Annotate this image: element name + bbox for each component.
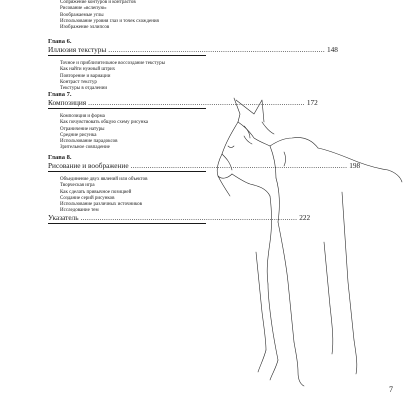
chapter-7-entry[interactable] — [48, 98, 318, 109]
subsection-item: Точное и приблизительное воссоздание текстуры — [60, 61, 165, 66]
subsection-item: Контраст текстур — [60, 79, 97, 85]
index-block — [48, 213, 311, 229]
index-page-number: 222 — [299, 213, 311, 222]
chapter-number: Глава 8. — [48, 154, 72, 161]
dot-leader: ...................................................................................................... — [88, 98, 305, 107]
chapter-page-number: 148 — [326, 45, 338, 54]
subsection-item: Средние рисунка — [60, 132, 97, 138]
subsection-item: Изображение эллипсов — [60, 25, 110, 31]
chapter-title: Композиция — [48, 98, 87, 107]
subsection-item: Создание серий рисунков — [60, 195, 115, 201]
dot-leader: ...................................................................................................... — [80, 213, 298, 222]
index-entry[interactable] — [48, 213, 311, 224]
subsection-item: Композиция и форма — [60, 114, 105, 119]
subsection-item: Повторение и вариации — [60, 73, 111, 79]
chapter-number: Глава 7. — [48, 91, 72, 98]
subsection-item: Как почувствовать общую схему рисунка — [60, 120, 149, 126]
subsection-item: Воображаемые углы — [60, 12, 104, 18]
chapter-8-subsection-list — [48, 177, 206, 215]
page-number: 7 — [389, 385, 393, 394]
subsection-item: Текстуры в отдалении — [60, 86, 108, 92]
chapter-page-number: 172 — [306, 98, 318, 107]
chapter-number: Глава 6. — [48, 38, 72, 45]
table-of-contents — [48, 0, 361, 222]
dot-leader: ...................................................................................................... — [130, 161, 348, 170]
dog-sketch-illustration — [214, 92, 404, 392]
chapter-8-block — [48, 154, 361, 215]
subsection-item: Использование парадоксов — [60, 139, 118, 145]
chapter-title: Рисование и воображение — [48, 161, 129, 170]
index-title: Указатель — [48, 213, 79, 222]
chapter-5-subsection-list — [48, 0, 206, 31]
subsection-item: Использование различных источников — [60, 202, 142, 208]
subsection-item: Использование уровня глаз и точек схождения — [60, 18, 159, 24]
chapter-page-number: 198 — [349, 161, 361, 170]
chapter-7-block — [48, 91, 318, 152]
subsection-item: Объединение двух явлений или объектов — [60, 177, 148, 182]
dot-leader: ...................................................................................................... — [108, 45, 325, 54]
subsection-item: Исследование тем — [60, 208, 99, 214]
subsection-item: Ограничение натуры — [60, 126, 105, 132]
subsection-item: Творческая игра — [60, 183, 95, 189]
subsection-item: Сопряжение контуров и контрастов — [60, 0, 136, 5]
chapter-6-subsection-list — [48, 61, 206, 92]
chapter-6-entry[interactable] — [48, 45, 338, 56]
chapter-6-block — [48, 38, 338, 92]
chapter-8-entry[interactable] — [48, 161, 361, 172]
subsection-item: Как сделать привычное позицией — [60, 189, 132, 195]
chapter-7-subsection-list — [48, 114, 206, 152]
subsection-item: Рисование «вслепую» — [60, 6, 107, 12]
chapter-title: Иллюзия текстуры — [48, 45, 107, 54]
subsection-item: Зрительное совпадение — [60, 145, 110, 151]
subsection-item: Как найти нужный штрих — [60, 67, 116, 73]
